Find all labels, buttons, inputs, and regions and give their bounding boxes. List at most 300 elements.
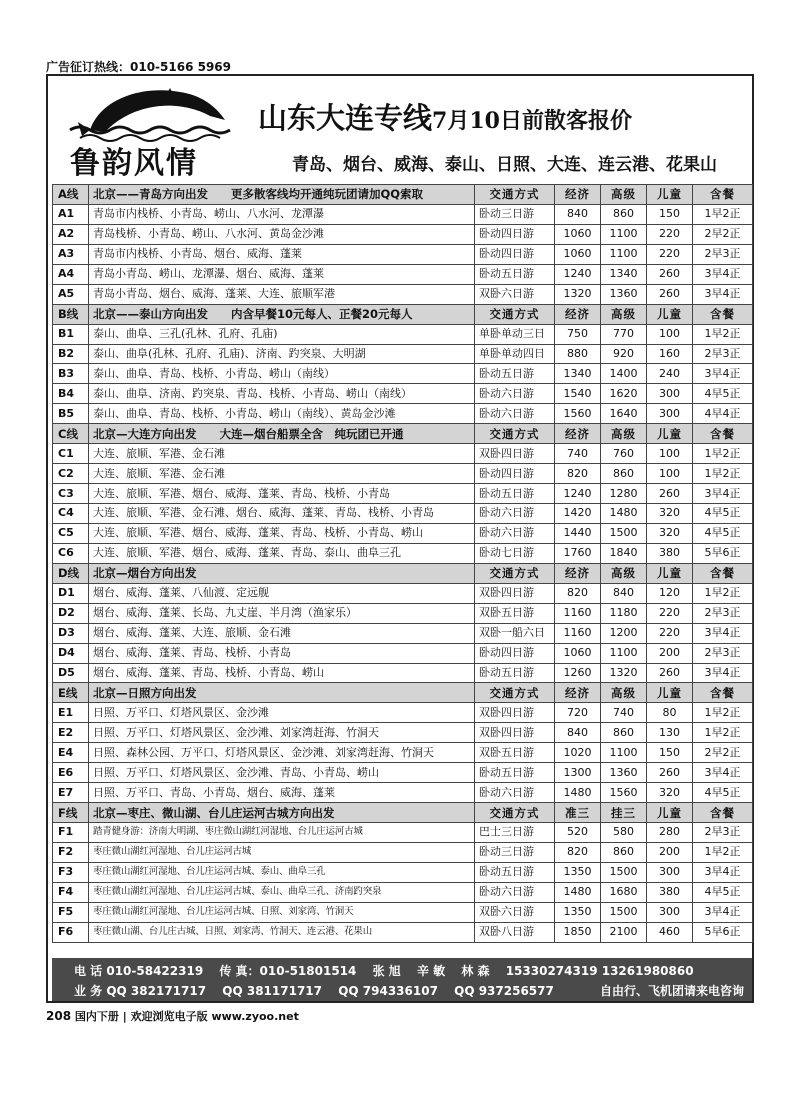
route-code: E7	[53, 783, 89, 803]
child-price: 160	[647, 344, 693, 364]
meals-included: 3早4正	[693, 902, 753, 922]
route-code: E4	[53, 743, 89, 763]
route-code: B5	[53, 404, 89, 424]
meals-included: 4早5正	[693, 384, 753, 404]
route-description: 枣庄微山湖红河湿地、台儿庄运河古城、泰山、曲阜三孔	[89, 862, 475, 882]
section-header	[53, 683, 753, 703]
transport-type: 双卧四日游	[475, 723, 555, 743]
route-description: 大连、旅顺、军港、烟台、威海、蓬莱、青岛、栈桥、小青岛、崂山	[89, 523, 475, 543]
section-header	[53, 185, 753, 205]
route-code: A3	[53, 244, 89, 264]
transport-type: 双卧一船六日	[475, 623, 555, 643]
route-description: 烟台、威海、蓬莱、长岛、九丈崖、半月湾（渔家乐）	[89, 603, 475, 623]
table-row	[53, 204, 753, 224]
premium-price: 1680	[601, 882, 647, 902]
route-code: F6	[53, 922, 89, 942]
contact-footer	[52, 958, 752, 1001]
column-header: 交通方式	[475, 304, 555, 324]
transport-type: 双卧四日游	[475, 444, 555, 464]
premium-price: 1100	[601, 743, 647, 763]
column-header: 经济	[555, 683, 601, 703]
route-description: 烟台、威海、蓬莱、青岛、栈桥、小青岛、崂山	[89, 663, 475, 683]
child-price: 260	[647, 763, 693, 783]
economy-price: 1350	[555, 862, 601, 882]
column-header: 含餐	[693, 803, 753, 823]
economy-price: 1340	[555, 364, 601, 384]
meals-included: 5早6正	[693, 543, 753, 563]
premium-price: 1500	[601, 523, 647, 543]
premium-price: 1500	[601, 862, 647, 882]
table-row	[53, 444, 753, 464]
child-price: 240	[647, 364, 693, 384]
logo-text: 鲁韵风情	[70, 146, 198, 181]
economy-price: 1260	[555, 663, 601, 683]
meals-included: 2早3正	[693, 823, 753, 843]
header	[48, 76, 752, 184]
economy-price: 820	[555, 842, 601, 862]
route-description: 枣庄微山湖红河湿地、台儿庄运河古城、日照、刘家湾、竹洞天	[89, 902, 475, 922]
table-row	[53, 603, 753, 623]
route-code: C5	[53, 523, 89, 543]
economy-price: 1060	[555, 224, 601, 244]
premium-price: 740	[601, 703, 647, 723]
column-header: 经济	[555, 424, 601, 444]
child-price: 120	[647, 583, 693, 603]
transport-type: 单卧单动三日	[475, 324, 555, 344]
child-price: 300	[647, 862, 693, 882]
route-code: C1	[53, 444, 89, 464]
column-header: 交通方式	[475, 563, 555, 583]
route-code: A4	[53, 264, 89, 284]
economy-price: 1480	[555, 783, 601, 803]
economy-price: 1540	[555, 384, 601, 404]
route-description: 大连、旅顺、军港、金石滩、烟台、威海、蓬莱、青岛、栈桥、小青岛	[89, 504, 475, 524]
table-row	[53, 484, 753, 504]
route-description: 烟台、威海、蓬莱、青岛、栈桥、小青岛	[89, 643, 475, 663]
child-price: 100	[647, 464, 693, 484]
table-row	[53, 743, 753, 763]
child-price: 460	[647, 922, 693, 942]
transport-type: 卧动五日游	[475, 663, 555, 683]
route-code: C3	[53, 484, 89, 504]
child-price: 280	[647, 823, 693, 843]
economy-price: 720	[555, 703, 601, 723]
table-row	[53, 284, 753, 304]
route-description: 枣庄微山湖红河湿地、台儿庄运河古城、泰山、曲阜三孔、济南趵突泉	[89, 882, 475, 902]
child-price: 150	[647, 204, 693, 224]
price-table	[52, 184, 753, 943]
table-row	[53, 264, 753, 284]
transport-type: 卧动七日游	[475, 543, 555, 563]
table-row	[53, 464, 753, 484]
route-code: E6	[53, 763, 89, 783]
section-code: B线	[53, 304, 89, 324]
column-header: 交通方式	[475, 803, 555, 823]
meals-included: 1早2正	[693, 444, 753, 464]
price-table-body	[53, 185, 753, 943]
child-price: 100	[647, 444, 693, 464]
column-header: 高级	[601, 683, 647, 703]
table-row	[53, 703, 753, 723]
premium-price: 760	[601, 444, 647, 464]
economy-price: 1320	[555, 284, 601, 304]
footer-line-2	[74, 982, 756, 999]
route-code: E1	[53, 703, 89, 723]
section-code: F线	[53, 803, 89, 823]
phone: 电 话 010-58422319	[74, 964, 204, 978]
section-header	[53, 803, 753, 823]
meals-included: 1早2正	[693, 583, 753, 603]
meals-included: 3早4正	[693, 663, 753, 683]
route-code: D5	[53, 663, 89, 683]
meals-included: 2早3正	[693, 643, 753, 663]
transport-type: 卧动五日游	[475, 763, 555, 783]
meals-included: 3早4正	[693, 264, 753, 284]
meals-included: 5早6正	[693, 922, 753, 942]
route-description: 大连、旅顺、军港、烟台、威海、蓬莱、青岛、栈桥、小青岛	[89, 484, 475, 504]
child-price: 300	[647, 902, 693, 922]
child-price: 320	[647, 523, 693, 543]
column-header: 含餐	[693, 304, 753, 324]
economy-price: 1060	[555, 643, 601, 663]
route-code: B2	[53, 344, 89, 364]
premium-price: 1200	[601, 623, 647, 643]
economy-price: 1480	[555, 882, 601, 902]
section-title: 北京——泰山方向出发 内含早餐10元每人、正餐20元每人	[89, 304, 475, 324]
transport-type: 单卧单动四日	[475, 344, 555, 364]
column-header: 交通方式	[475, 185, 555, 205]
column-header: 高级	[601, 304, 647, 324]
section-code: D线	[53, 563, 89, 583]
premium-price: 1100	[601, 643, 647, 663]
child-price: 220	[647, 623, 693, 643]
premium-price: 2100	[601, 922, 647, 942]
meals-included: 4早5正	[693, 523, 753, 543]
premium-price: 1400	[601, 364, 647, 384]
section-title: 北京—枣庄、微山湖、台儿庄运河古城方向出发	[89, 803, 475, 823]
premium-price: 1180	[601, 603, 647, 623]
route-list: 青岛、烟台、威海、泰山、日照、大连、连云港、花果山	[292, 155, 717, 175]
column-header: 经济	[555, 304, 601, 324]
table-row	[53, 663, 753, 683]
route-description: 大连、旅顺、军港、金石滩	[89, 444, 475, 464]
transport-type: 双卧六日游	[475, 284, 555, 304]
transport-type: 卧动四日游	[475, 464, 555, 484]
fax: 传 真：010-51801514	[219, 964, 357, 978]
table-row	[53, 783, 753, 803]
premium-price: 770	[601, 324, 647, 344]
transport-type: 卧动五日游	[475, 364, 555, 384]
table-row	[53, 404, 753, 424]
child-price: 220	[647, 224, 693, 244]
table-row	[53, 224, 753, 244]
table-row	[53, 842, 753, 862]
economy-price: 1350	[555, 902, 601, 922]
contact-name: 辛 敏	[416, 964, 446, 978]
economy-price: 520	[555, 823, 601, 843]
premium-price: 580	[601, 823, 647, 843]
economy-price: 1020	[555, 743, 601, 763]
meals-included: 3早4正	[693, 484, 753, 504]
meals-included: 1早2正	[693, 703, 753, 723]
section-title: 北京——青岛方向出发 更多散客线均开通纯玩团请加QQ索取	[89, 185, 475, 205]
economy-price: 1850	[555, 922, 601, 942]
premium-price: 1560	[601, 783, 647, 803]
table-row	[53, 882, 753, 902]
table-row	[53, 364, 753, 384]
route-description: 日照、万平口、灯塔风景区、金沙滩、青岛、小青岛、崂山	[89, 763, 475, 783]
route-code: C4	[53, 504, 89, 524]
column-header: 儿童	[647, 683, 693, 703]
route-description: 青岛市内栈桥、小青岛、烟台、威海、蓬莱	[89, 244, 475, 264]
premium-price: 1360	[601, 763, 647, 783]
child-price: 80	[647, 703, 693, 723]
route-code: A5	[53, 284, 89, 304]
route-code: F4	[53, 882, 89, 902]
child-price: 260	[647, 284, 693, 304]
premium-price: 1360	[601, 284, 647, 304]
table-row	[53, 862, 753, 882]
route-code: A2	[53, 224, 89, 244]
column-header: 儿童	[647, 803, 693, 823]
route-code: F5	[53, 902, 89, 922]
transport-type: 卧动五日游	[475, 484, 555, 504]
column-header: 儿童	[647, 563, 693, 583]
child-price: 200	[647, 842, 693, 862]
child-price: 380	[647, 543, 693, 563]
section-title: 北京—日照方向出发	[89, 683, 475, 703]
meals-included: 2早2正	[693, 743, 753, 763]
meals-included: 4早5正	[693, 882, 753, 902]
premium-price: 860	[601, 204, 647, 224]
meals-included: 4早5正	[693, 783, 753, 803]
premium-price: 860	[601, 464, 647, 484]
route-code: B3	[53, 364, 89, 384]
transport-type: 双卧四日游	[475, 703, 555, 723]
economy-price: 880	[555, 344, 601, 364]
route-description: 烟台、威海、蓬莱、大连、旅顺、金石滩	[89, 623, 475, 643]
contact-name: 张 旭	[372, 964, 401, 978]
route-code: F3	[53, 862, 89, 882]
route-code: B1	[53, 324, 89, 344]
route-description: 踏青健身游：济南大明湖、枣庄微山湖红河湿地、台儿庄运河古城	[89, 823, 475, 843]
economy-price: 1160	[555, 623, 601, 643]
route-description: 青岛小青岛、崂山、龙潭瀑、烟台、威海、蓬莱	[89, 264, 475, 284]
route-description: 日照、万平口、灯塔风景区、金沙滩	[89, 703, 475, 723]
route-description: 泰山、曲阜、青岛、栈桥、小青岛、崂山（南线）	[89, 364, 475, 384]
route-description: 枣庄微山湖红河湿地、台儿庄运河古城	[89, 842, 475, 862]
meals-included: 2早3正	[693, 603, 753, 623]
route-description: 日照、万平口、灯塔风景区、金沙滩、刘家湾赶海、竹洞天	[89, 723, 475, 743]
child-price: 260	[647, 663, 693, 683]
economy-price: 820	[555, 583, 601, 603]
page-footer	[46, 1008, 299, 1024]
route-description: 大连、旅顺、军港、金石滩	[89, 464, 475, 484]
premium-price: 920	[601, 344, 647, 364]
meals-included: 1早2正	[693, 324, 753, 344]
volume-name: 国内下册	[74, 1010, 119, 1023]
economy-price: 740	[555, 444, 601, 464]
table-row	[53, 344, 753, 364]
column-header: 含餐	[693, 185, 753, 205]
route-code: D3	[53, 623, 89, 643]
transport-type: 卧动五日游	[475, 264, 555, 284]
route-code: F1	[53, 823, 89, 843]
child-price: 260	[647, 264, 693, 284]
column-header: 交通方式	[475, 424, 555, 444]
section-title: 北京—烟台方向出发	[89, 563, 475, 583]
section-title: 北京—大连方向出发 大连—烟台船票全含 纯玩团已开通	[89, 424, 475, 444]
route-description: 青岛栈桥、小青岛、崂山、八水河、黄岛金沙滩	[89, 224, 475, 244]
column-header: 挂三	[601, 803, 647, 823]
transport-type: 双卧四日游	[475, 583, 555, 603]
transport-type: 卧动六日游	[475, 783, 555, 803]
route-description: 大连、旅顺、军港、烟台、威海、蓬莱、青岛、泰山、曲阜三孔	[89, 543, 475, 563]
economy-price: 1240	[555, 264, 601, 284]
premium-price: 1320	[601, 663, 647, 683]
table-row	[53, 922, 753, 942]
column-header: 高级	[601, 185, 647, 205]
child-price: 380	[647, 882, 693, 902]
transport-type: 卧动六日游	[475, 504, 555, 524]
table-row	[53, 504, 753, 524]
column-header: 高级	[601, 424, 647, 444]
contact-name: 林 森	[461, 964, 490, 978]
route-code: E2	[53, 723, 89, 743]
economy-price: 1760	[555, 543, 601, 563]
premium-price: 860	[601, 723, 647, 743]
table-row	[53, 902, 753, 922]
child-price: 260	[647, 484, 693, 504]
child-price: 150	[647, 743, 693, 763]
economy-price: 750	[555, 324, 601, 344]
mobile-numbers: 15330274319 13261980860	[505, 964, 694, 978]
premium-price: 1340	[601, 264, 647, 284]
column-header: 含餐	[693, 683, 753, 703]
premium-price: 1480	[601, 504, 647, 524]
table-row	[53, 623, 753, 643]
route-description: 泰山、曲阜(孔林、孔府、孔庙)、济南、趵突泉、大明湖	[89, 344, 475, 364]
footer-note: 自由行、飞机团请来电咨询	[600, 984, 745, 998]
route-description: 枣庄微山湖、台儿庄古城、日照、刘家湾、竹洞天、连云港、花果山	[89, 922, 475, 942]
economy-price: 1300	[555, 763, 601, 783]
transport-type: 卧动六日游	[475, 384, 555, 404]
column-header: 准三	[555, 803, 601, 823]
transport-type: 卧动六日游	[475, 404, 555, 424]
table-row	[53, 643, 753, 663]
website-link[interactable]: 欢迎浏览电子版 www.zyoo.net	[130, 1010, 299, 1023]
table-row	[53, 324, 753, 344]
premium-price: 1640	[601, 404, 647, 424]
section-header	[53, 304, 753, 324]
section-header	[53, 424, 753, 444]
column-header: 交通方式	[475, 683, 555, 703]
route-description: 泰山、曲阜、青岛、栈桥、小青岛、崂山（南线）、黄岛金沙滩	[89, 404, 475, 424]
meals-included: 1早2正	[693, 204, 753, 224]
table-row	[53, 543, 753, 563]
premium-price: 860	[601, 842, 647, 862]
transport-type: 卧动四日游	[475, 643, 555, 663]
meals-included: 1早2正	[693, 723, 753, 743]
transport-type: 卧动六日游	[475, 882, 555, 902]
child-price: 200	[647, 643, 693, 663]
footer-line-1	[74, 962, 706, 979]
column-header: 儿童	[647, 304, 693, 324]
page-title	[258, 96, 632, 137]
meals-included: 3早4正	[693, 623, 753, 643]
premium-price: 1280	[601, 484, 647, 504]
route-code: C6	[53, 543, 89, 563]
route-description: 日照、森林公园、万平口、灯塔风景区、金沙滩、刘家湾赶海、竹洞天	[89, 743, 475, 763]
route-code: A1	[53, 204, 89, 224]
route-code: D1	[53, 583, 89, 603]
premium-price: 1100	[601, 244, 647, 264]
economy-price: 1420	[555, 504, 601, 524]
table-row	[53, 583, 753, 603]
title-main: 山东大连专线	[258, 101, 433, 135]
meals-included: 3早4正	[693, 862, 753, 882]
child-price: 300	[647, 384, 693, 404]
column-header: 含餐	[693, 424, 753, 444]
transport-type: 巴士三日游	[475, 823, 555, 843]
route-description: 青岛小青岛、烟台、威海、蓬莱、大连、旅顺军港	[89, 284, 475, 304]
route-code: C2	[53, 464, 89, 484]
route-description: 烟台、威海、蓬莱、八仙渡、定远舰	[89, 583, 475, 603]
premium-price: 840	[601, 583, 647, 603]
transport-type: 双卧五日游	[475, 603, 555, 623]
economy-price: 1560	[555, 404, 601, 424]
route-code: F2	[53, 842, 89, 862]
premium-price: 1840	[601, 543, 647, 563]
table-row	[53, 384, 753, 404]
child-price: 100	[647, 324, 693, 344]
route-description: 青岛市内栈桥、小青岛、崂山、八水河、龙潭瀑	[89, 204, 475, 224]
table-row	[53, 523, 753, 543]
child-price: 220	[647, 603, 693, 623]
child-price: 220	[647, 244, 693, 264]
table-row	[53, 763, 753, 783]
meals-included: 1早2正	[693, 464, 753, 484]
transport-type: 卧动四日游	[475, 244, 555, 264]
column-header: 经济	[555, 185, 601, 205]
premium-price: 1620	[601, 384, 647, 404]
ad-hotline: 广告征订热线：010-5166 5969	[46, 60, 232, 74]
transport-type: 双卧八日游	[475, 922, 555, 942]
route-code: B4	[53, 384, 89, 404]
transport-type: 卧动三日游	[475, 842, 555, 862]
table-row	[53, 244, 753, 264]
economy-price: 1160	[555, 603, 601, 623]
premium-price: 1500	[601, 902, 647, 922]
economy-price: 1440	[555, 523, 601, 543]
column-header: 儿童	[647, 185, 693, 205]
meals-included: 4早5正	[693, 504, 753, 524]
section-header	[53, 563, 753, 583]
qq-number: QQ 381171717	[222, 984, 323, 998]
title-date: 7月10日前散客报价	[432, 108, 632, 134]
transport-type: 卧动五日游	[475, 862, 555, 882]
economy-price: 840	[555, 723, 601, 743]
transport-type: 双卧五日游	[475, 743, 555, 763]
meals-included: 3早4正	[693, 763, 753, 783]
meals-included: 2早3正	[693, 244, 753, 264]
route-description: 日照、万平口、青岛、小青岛、烟台、威海、蓬莱	[89, 783, 475, 803]
meals-included: 1早2正	[693, 842, 753, 862]
qq-number: QQ 937256577	[454, 984, 554, 998]
premium-price: 1100	[601, 224, 647, 244]
economy-price: 820	[555, 464, 601, 484]
route-description: 泰山、曲阜、济南、趵突泉、青岛、栈桥、小青岛、崂山（南线）	[89, 384, 475, 404]
